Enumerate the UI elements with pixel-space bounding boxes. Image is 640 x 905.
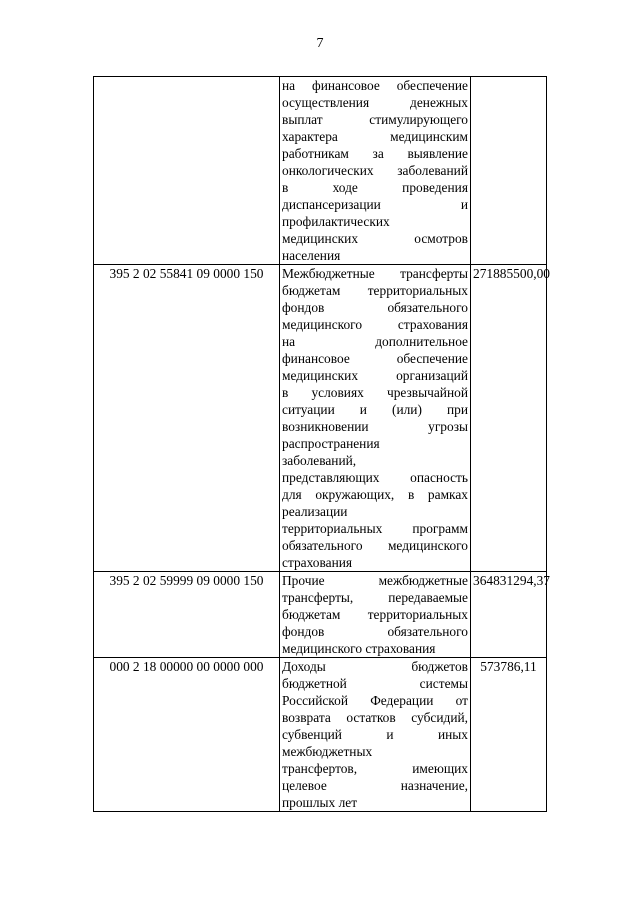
description-line: субвенций и иных — [282, 727, 468, 742]
description-line: Прочие межбюджетные — [282, 573, 468, 588]
description-line: прошлых лет — [282, 795, 358, 810]
description-line: онкологических заболеваний — [282, 163, 468, 178]
table-row — [94, 658, 547, 812]
table-row — [94, 265, 547, 572]
table-row — [94, 572, 547, 658]
page-number: 7 — [316, 36, 324, 51]
description-cell — [280, 658, 471, 812]
description-line: бюджетам территориальных — [282, 283, 468, 298]
budget-code-cell: 000 2 18 00000 00 0000 000 — [94, 658, 280, 812]
budget-table — [93, 76, 550, 812]
description-line: выплат стимулирующего — [282, 112, 468, 127]
description-line: межбюджетных — [282, 744, 373, 759]
budget-code-cell — [94, 77, 280, 265]
description-line: на финансовое обеспечение — [282, 78, 468, 93]
description-line: для окружающих, в рамках — [282, 487, 468, 502]
description-line: населения — [282, 248, 341, 263]
description-line: на дополнительное — [282, 334, 468, 349]
description-line: в условиях чрезвычайной — [282, 385, 468, 400]
description-line: диспансеризации и — [282, 197, 468, 212]
description-line: в ходе проведения — [282, 180, 468, 195]
description-line: территориальных программ — [282, 521, 468, 536]
description-line: обязательного медицинского — [282, 538, 468, 553]
amount-cell: 364831294,37 — [471, 572, 547, 658]
amount-cell — [471, 77, 547, 265]
description-line: трансфертов, имеющих — [282, 761, 468, 776]
description-line: возникновении угрозы — [282, 419, 468, 434]
description-line: Российской Федерации от — [282, 693, 468, 708]
description-line: заболеваний, — [282, 453, 357, 468]
description-line: возврата остатков субсидий, — [282, 710, 468, 725]
description-line: профилактических — [282, 214, 390, 229]
amount-cell: 573786,11 — [471, 658, 547, 812]
description-cell — [280, 265, 471, 572]
description-line: медицинского страхования — [282, 641, 436, 656]
description-line: бюджетной системы — [282, 676, 468, 691]
description-line: распространения — [282, 436, 380, 451]
description-cell — [280, 572, 471, 658]
budget-code-cell: 395 2 02 55841 09 0000 150 — [94, 265, 280, 572]
description-line: медицинского страхования — [282, 317, 468, 332]
amount-cell: 271885500,00 — [471, 265, 547, 572]
description-line: фондов обязательного — [282, 624, 468, 639]
description-line: Доходы бюджетов — [282, 659, 468, 674]
description-line: Межбюджетные трансферты — [282, 266, 468, 281]
description-line: бюджетам территориальных — [282, 607, 468, 622]
description-line: целевое назначение, — [282, 778, 468, 793]
description-line: работникам за выявление — [282, 146, 468, 161]
description-line: медицинских организаций — [282, 368, 468, 383]
description-cell — [280, 77, 471, 265]
description-line: ситуации и (или) при — [282, 402, 468, 417]
table-row — [94, 77, 547, 265]
description-line: характера медицинским — [282, 129, 468, 144]
description-line: медицинских осмотров — [282, 231, 468, 246]
budget-code-cell: 395 2 02 59999 09 0000 150 — [94, 572, 280, 658]
description-line: представляющих опасность — [282, 470, 468, 485]
description-line: фондов обязательного — [282, 300, 468, 315]
description-line: трансферты, передаваемые — [282, 590, 468, 605]
description-line: осуществления денежных — [282, 95, 468, 110]
description-line: финансовое обеспечение — [282, 351, 468, 366]
table-body — [94, 77, 550, 812]
description-line: реализации — [282, 504, 348, 519]
description-line: страхования — [282, 555, 353, 570]
